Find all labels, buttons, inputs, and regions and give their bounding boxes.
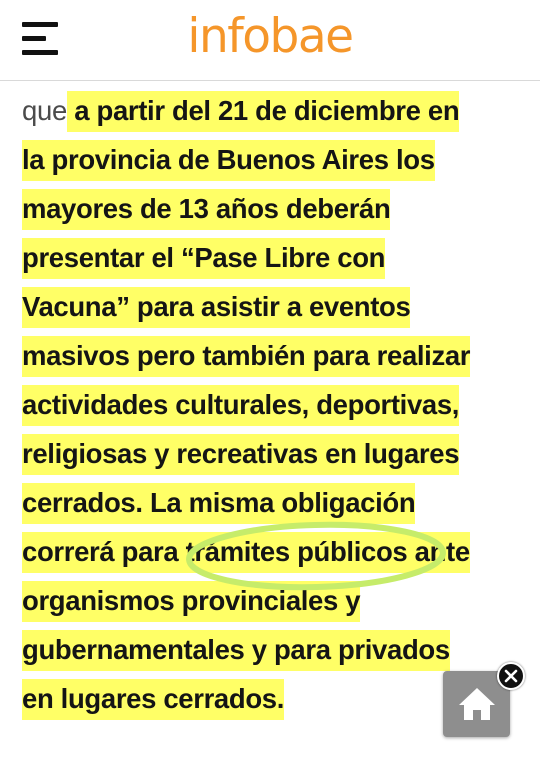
article-line xyxy=(22,478,522,527)
article-line xyxy=(22,380,522,429)
hamburger-menu-icon[interactable] xyxy=(22,21,60,57)
highlighted-text: correrá para trámites públicos ante xyxy=(22,532,470,573)
article-line xyxy=(22,282,522,331)
highlighted-text: cerrados. La misma obligación xyxy=(22,483,415,524)
highlighted-text: organismos provinciales y xyxy=(22,581,360,622)
menu-bar-bottom xyxy=(22,50,58,55)
highlighted-text: masivos pero también para realizar xyxy=(22,336,470,377)
article-line xyxy=(22,331,522,380)
highlighted-text: gubernamentales y para privados xyxy=(22,630,450,671)
article-line xyxy=(22,135,522,184)
article-body xyxy=(22,86,522,723)
article-line xyxy=(22,527,522,576)
menu-bar-top xyxy=(22,22,58,27)
highlighted-text: la provincia de Buenos Aires los xyxy=(22,140,435,181)
close-button[interactable] xyxy=(497,662,525,690)
article-line xyxy=(22,233,522,282)
site-header xyxy=(0,0,540,81)
highlighted-text: a partir del 21 de diciembre en xyxy=(67,91,459,132)
highlighted-text: actividades culturales, deportivas, xyxy=(22,385,459,426)
home-icon xyxy=(457,685,497,723)
highlighted-text: presentar el “Pase Libre con xyxy=(22,238,385,279)
site-logo[interactable]: infobae xyxy=(187,9,353,64)
highlighted-text: Vacuna” para asistir a eventos xyxy=(22,287,410,328)
close-icon xyxy=(504,669,518,683)
highlighted-text: religiosas y recreativas en lugares xyxy=(22,434,459,475)
article-line xyxy=(22,625,522,674)
article-line xyxy=(22,86,522,135)
article-line xyxy=(22,576,522,625)
article-lead-text: que xyxy=(22,95,67,126)
menu-bar-middle xyxy=(22,36,46,41)
article-line xyxy=(22,429,522,478)
highlighted-text: en lugares cerrados. xyxy=(22,679,284,720)
article-line xyxy=(22,184,522,233)
highlighted-text: mayores de 13 años deberán xyxy=(22,189,390,230)
